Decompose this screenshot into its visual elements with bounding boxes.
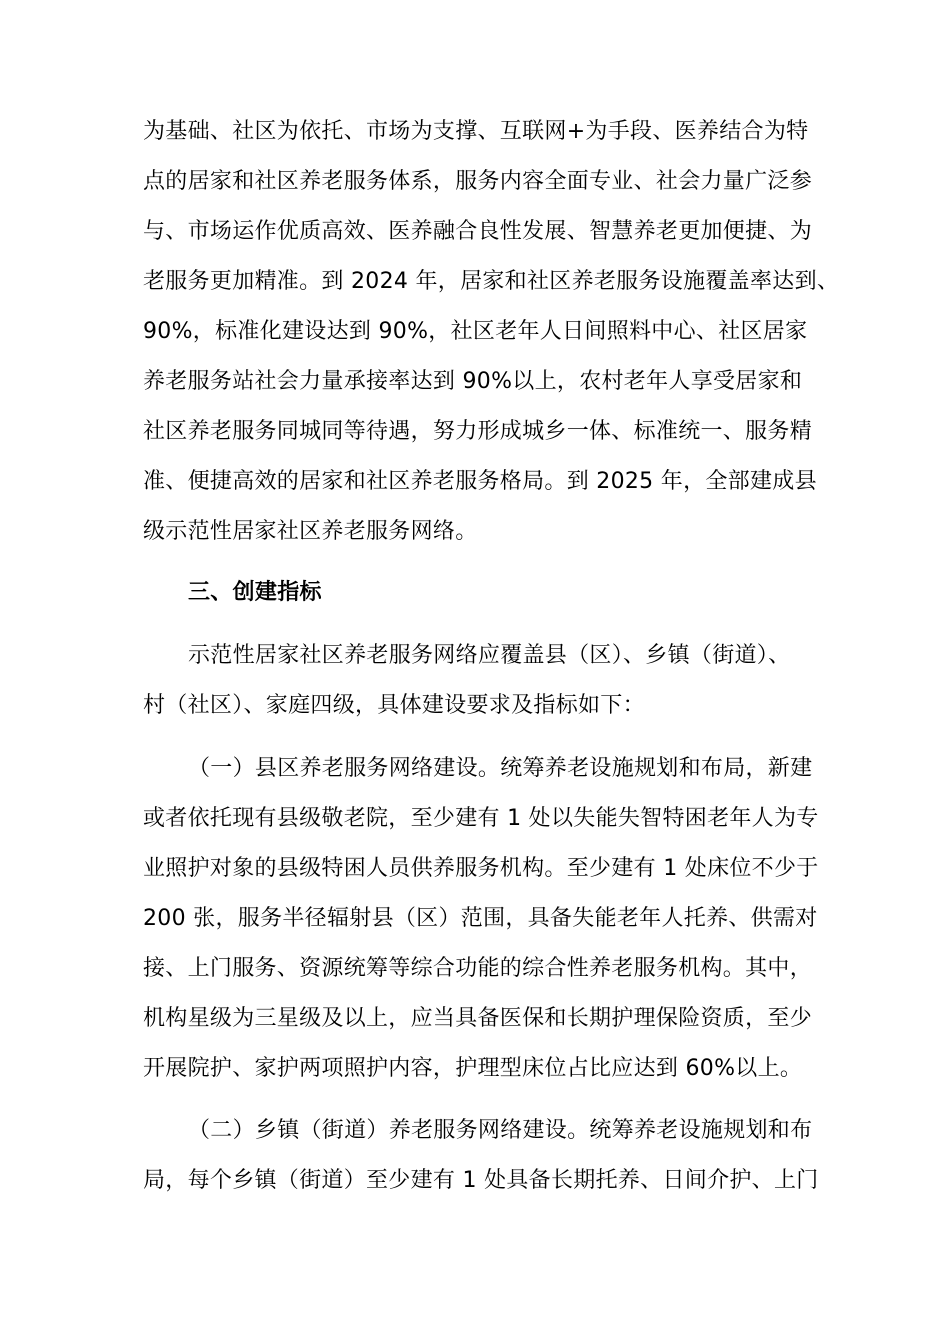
section-heading: 三、创建指标 <box>188 580 322 605</box>
paragraph-4-line-1: （二）乡镇（街道）养老服务网络建设。统筹养老设施规划和布 <box>188 1118 813 1143</box>
paragraph-3-line-4: 200 张，服务半径辐射县（区）范围，具备失能老年人托养、供需对 <box>143 906 818 931</box>
paragraph-1-line-5: 90%，标准化建设达到 90%，社区老年人日间照料中心、社区居家 <box>143 319 808 344</box>
paragraph-2-line-2: 村（社区）、家庭四级，具体建设要求及指标如下： <box>143 693 645 718</box>
paragraph-3-line-7: 开展院护、家护两项照护内容，护理型床位占比应达到 60%以上。 <box>143 1056 803 1081</box>
paragraph-1-line-1: 为基础、社区为依托、市场为支撑、互联网+为手段、医养结合为特 <box>143 119 809 144</box>
paragraph-3-line-6: 机构星级为三星级及以上，应当具备医保和长期护理保险资质，至少 <box>143 1006 813 1031</box>
paragraph-1-line-6: 养老服务站社会力量承接率达到 90%以上，农村老年人享受居家和 <box>143 369 803 394</box>
paragraph-3-line-3: 业照护对象的县级特困人员供养服务机构。至少建有 1 处床位不少于 <box>143 856 819 881</box>
paragraph-3-line-2: 或者依托现有县级敬老院，至少建有 1 处以失能失智特困老年人为专 <box>143 806 819 831</box>
paragraph-1-line-8: 准、便捷高效的居家和社区养老服务格局。到 2025 年，全部建成县 <box>143 469 817 494</box>
paragraph-4-line-2: 局，每个乡镇（街道）至少建有 1 处具备长期托养、日间介护、上门 <box>143 1168 819 1193</box>
paragraph-3-line-1: （一）县区养老服务网络建设。统筹养老设施规划和布局，新建 <box>188 756 813 781</box>
paragraph-1-line-9: 级示范性居家社区养老服务网络。 <box>143 519 478 544</box>
paragraph-1-line-3: 与、市场运作优质高效、医养融合良性发展、智慧养老更加便捷、为 <box>143 219 813 244</box>
paragraph-1-line-2: 点的居家和社区养老服务体系，服务内容全面专业、社会力量广泛参 <box>143 169 813 194</box>
paragraph-2-line-1: 示范性居家社区养老服务网络应覆盖县（区）、乡镇（街道）、 <box>188 643 791 668</box>
paragraph-3-line-5: 接、上门服务、资源统筹等综合功能的综合性养老服务机构。其中， <box>143 956 813 981</box>
paragraph-1-line-7: 社区养老服务同城同等待遇，努力形成城乡一体、标准统一、服务精 <box>143 419 813 444</box>
paragraph-1-line-4: 老服务更加精准。到 2024 年，居家和社区养老服务设施覆盖率达到、 <box>143 269 840 294</box>
